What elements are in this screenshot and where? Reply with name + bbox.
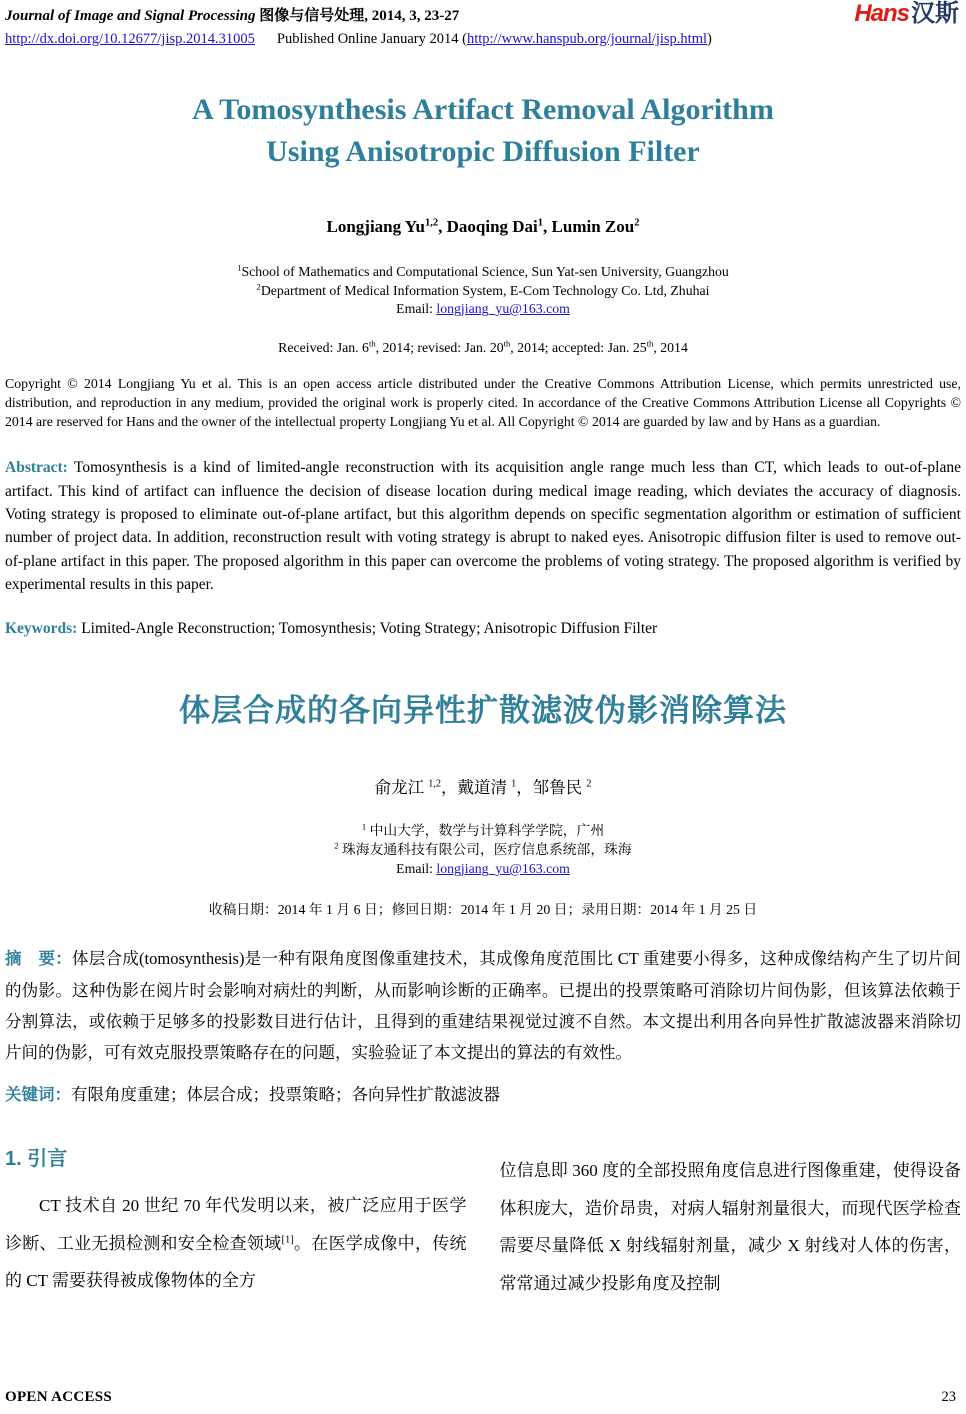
cn-affiliation-2-text: 珠海友通科技有限公司，医疗信息系统部，珠海: [338, 842, 632, 858]
cn-affiliations-block: [5, 821, 961, 878]
cn-affiliation-1-text: 中山大学，数学与计算科学学院，广州: [366, 823, 605, 839]
keywords-label: Keywords:: [5, 620, 78, 638]
doi-link[interactable]: http://dx.doi.org/10.12677/jisp.2014.31005: [5, 31, 255, 47]
keywords-text: Limited-Angle Reconstruction; Tomosynthesis; Voting Strategy; Anisotropic Diffusion Filter: [77, 620, 658, 638]
cn-authors-line: [5, 774, 961, 798]
intro-left-text-1: CT 技术自 20 世纪 70 年代发明以来，被广泛应用于医学诊断、工业无损检测和安全检查领域: [5, 1196, 467, 1253]
received-part-1: Received: Jan. 6: [278, 339, 369, 355]
authors-line: [5, 217, 961, 237]
cn-abstract-label: 摘 要：: [5, 950, 73, 969]
published-text-close: ): [707, 31, 712, 47]
cn-author-sup-3: 2: [586, 778, 592, 790]
cn-abstract-text: 体层合成(tomosynthesis)是一种有限角度图像重建技术，其成像角度范围比 CT 重建要小得多，这种成像结构产生了切片间的伪影。这种伪影在阅片时会影响对病灶的判断，从而影响诊断的正确率。已提出的投票策略可消除切片间伪影，但该算法依赖于分割算法，或依赖于足够多的投影数目进行估计，且得到的重建结果视觉过渡不自然。本文提出利用各向异性扩散滤波器来消除切片间的伪影，可有效克服投票策略存在的问题，实验验证了本文提出的算法的有效性。: [5, 949, 962, 1063]
cn-paper-title: 体层合成的各向异性扩散滤波伪影消除算法: [179, 693, 787, 729]
intro-paragraph-left: [5, 1187, 467, 1300]
affiliation-2-sup: 2: [256, 280, 261, 291]
cn-keywords-text: 有限角度重建；体层合成；投票策略；各向异性扩散滤波器: [71, 1085, 500, 1105]
published-text: Published Online January 2014 (: [276, 31, 467, 47]
column-right: [500, 1142, 962, 1302]
journal-header: [5, 0, 961, 49]
received-line: [5, 337, 961, 356]
author-name-3: , Lumin Zou: [543, 217, 635, 236]
cn-author-sup-1: 1,2: [428, 778, 441, 790]
affiliation-1-text: School of Mathematics and Computational Science, Sun Yat-sen University, Guangzhou: [241, 264, 729, 279]
page-footer: [5, 1389, 956, 1406]
intro-citation-1: [1]: [281, 1234, 294, 1246]
cn-author-sup-2: 1: [511, 778, 517, 790]
author-sup-3: 2: [634, 217, 640, 229]
affiliation-2-text: Department of Medical Information System, E-Com Technology Co. Ltd, Zhuhai: [260, 282, 710, 298]
email-line: [5, 300, 961, 319]
intro-paragraph-right: 位信息即 360 度的全部投照角度信息进行图像重建，使得设备体积庞大，造价昂贵，对病人辐射剂量很大，而现代医学检查需要尽量降低 X 射线辐射剂量，减少 X 射线对人体的伤害，常常通过减少投影角度及控制: [499, 1161, 961, 1293]
email-label: Email:: [396, 301, 437, 316]
received-part-2: , 2014; revised: Jan. 20: [375, 339, 504, 355]
cn-email-link[interactable]: longjiang_yu@163.com: [436, 861, 570, 877]
author-sup-1: 1,2: [424, 217, 439, 229]
cn-dates-line: 收稿日期：2014 年 1 月 6 日；修回日期：2014 年 1 月 20 日；录用日期：2014 年 1 月 25 日: [208, 902, 758, 918]
cn-affiliation-2-sup: 2: [334, 840, 339, 851]
journal-url-link[interactable]: http://www.hanspub.org/journal/jisp.html: [466, 31, 708, 47]
received-sup-3: th: [646, 337, 654, 348]
affiliation-1: [5, 263, 961, 282]
received-part-4: , 2014: [653, 339, 688, 355]
email-link[interactable]: longjiang_yu@163.com: [436, 301, 570, 316]
copyright-paragraph: Copyright © 2014 Longjiang Yu et al. This is an open access article distributed under the Creative Commons Attribution License, which permits unrestricted use, distribution, and reproduction in any medium, provided the original work is properly cited. In accordance of the Creative Commons Attribution License all Copyrights © 2014 are reserved for Hans and the owner of the intellectual property Longjiang Yu et al. All Copyright © 2014 are guarded by law and by Hans as a guardian.: [5, 375, 961, 430]
cn-abstract-paragraph: [5, 943, 961, 1068]
cn-affiliation-2: [5, 840, 961, 859]
cn-author-name-1: 俞龙江: [374, 778, 429, 798]
abstract-label: Abstract:: [5, 459, 68, 477]
affiliation-2: [5, 282, 961, 301]
affiliations-block: [5, 263, 961, 319]
abstract-paragraph: [5, 456, 961, 596]
section-1-heading: 1. 引言: [5, 1148, 68, 1171]
author-name-1: Longjiang Yu: [326, 217, 425, 236]
paper-title-line2: Using Anisotropic Diffusion Filter: [266, 135, 700, 168]
cn-keywords-line: [5, 1081, 961, 1105]
hans-logo-chinese: 汉斯: [911, 0, 959, 27]
cn-affiliation-1: [5, 821, 961, 840]
intro-left-text-2: 。在医学成像中，传统的 CT 需要获得被成像物体的全方: [5, 1233, 467, 1291]
affiliation-1-sup: 1: [237, 262, 242, 273]
hans-logo-wordmark: Hans: [854, 0, 909, 27]
author-sup-2: 1: [537, 217, 544, 229]
page-number: 23: [941, 1389, 956, 1405]
column-left: [5, 1142, 467, 1302]
paper-title: [5, 89, 961, 173]
cn-email-label: Email:: [396, 861, 437, 877]
journal-title-cn: 图像与信号处理, 2014, 3, 23-27: [255, 8, 460, 24]
cn-email-line: [5, 859, 961, 878]
received-sup-2: th: [503, 337, 511, 348]
cn-author-name-3: ，邹鲁民: [516, 778, 587, 798]
cn-author-name-2: ，戴道清: [440, 778, 512, 798]
hans-logo: [854, 0, 959, 27]
open-access-label: OPEN ACCESS: [5, 1389, 113, 1405]
received-part-3: , 2014; accepted: Jan. 25: [510, 339, 647, 355]
author-name-2: , Daoqing Dai: [438, 217, 538, 236]
abstract-text: Tomosynthesis is a kind of limited-angle reconstruction with its acquisition angle range much less than CT, which leads to out-of-plane artifact. This kind of artifact can influence the decision of disease location during medical image reading, which deviates the accuracy of diagnosis. Voting strategy is proposed to eliminate out-of-plane artifact, but this algorithm depends on specific segmentation algorithm or estimation of sufficient number of project data. In addition, reconstruction result with voting strategy is abrupt to naked eyes. Anisotropic diffusion filter is used to remove out-of-plane artifact in this paper. The proposed algorithm in this paper can overcome the problems of voting strategy. The proposed algorithm is verified by experimental results in this paper.: [5, 459, 961, 593]
journal-title-line: [5, 6, 961, 26]
cn-affiliation-1-sup: 1: [361, 821, 367, 832]
section-1: [5, 1142, 961, 1302]
paper-title-line1: A Tomosynthesis Artifact Removal Algorithm: [192, 93, 774, 126]
doi-line: [5, 29, 961, 49]
journal-title: Journal of Image and Signal Processing: [5, 8, 256, 24]
keywords-line: [5, 620, 961, 638]
cn-keywords-label: 关键词：: [5, 1086, 71, 1105]
received-sup-1: th: [368, 337, 376, 348]
